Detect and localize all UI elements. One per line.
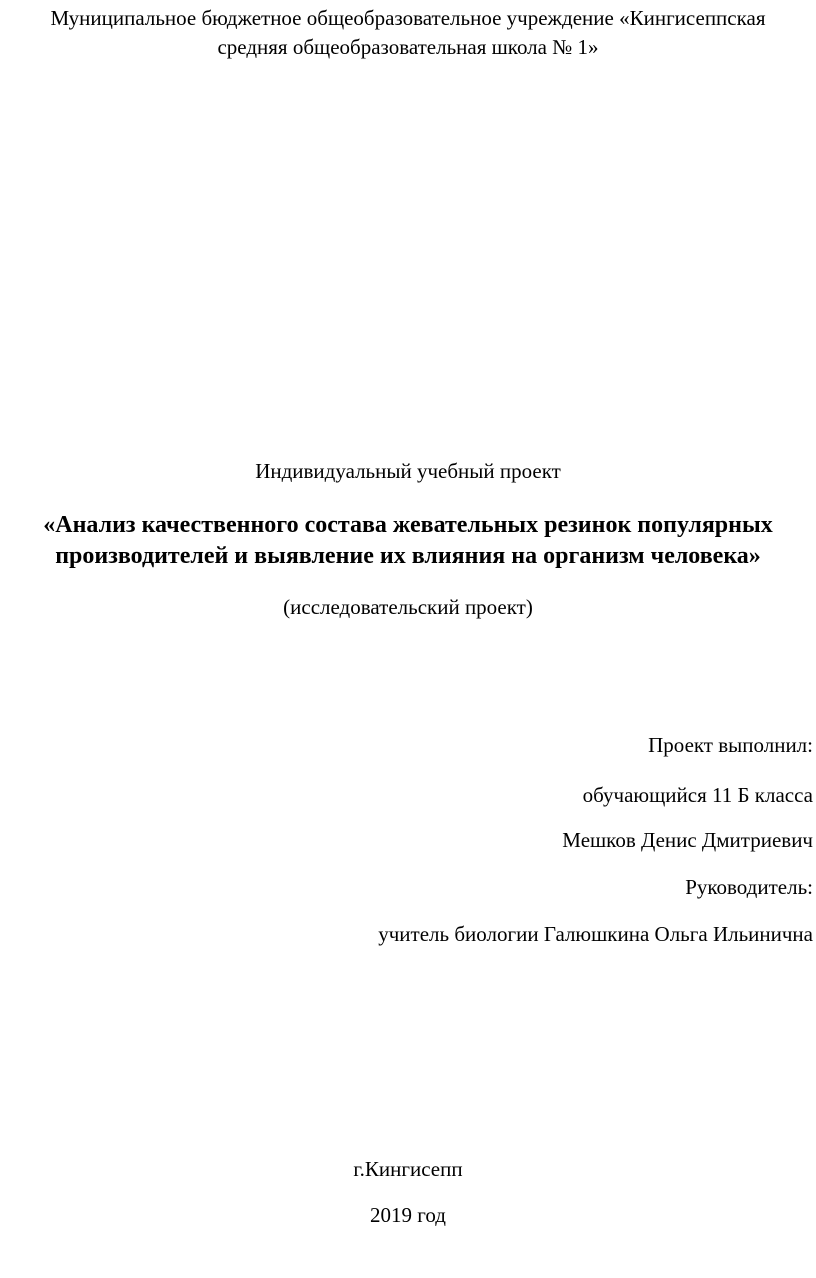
institution-name-line1: Муниципальное бюджетное общеобразовательное учреждение «Кингисеппская — [50, 6, 766, 30]
project-title-line2: производителей и выявление их влияния на организм человека» — [55, 543, 761, 569]
footer-year: 2019 год — [370, 1203, 446, 1227]
performed-by-label: Проект выполнил: — [648, 733, 813, 757]
student-grade: обучающийся 11 Б класса — [582, 783, 813, 807]
project-title-line1: «Анализ качественного состава жевательных резинок популярных — [43, 512, 773, 538]
supervisor-name: учитель биологии Галюшкина Ольга Ильинична — [378, 922, 813, 946]
supervisor-label: Руководитель: — [685, 875, 813, 899]
footer-city: г.Кингисепп — [353, 1157, 463, 1181]
project-type-label: Индивидуальный учебный проект — [255, 459, 561, 483]
institution-name-line2: средняя общеобразовательная школа № 1» — [217, 35, 599, 59]
student-name: Мешков Денис Дмитриевич — [562, 828, 813, 852]
project-subtitle: (исследовательский проект) — [283, 595, 533, 619]
